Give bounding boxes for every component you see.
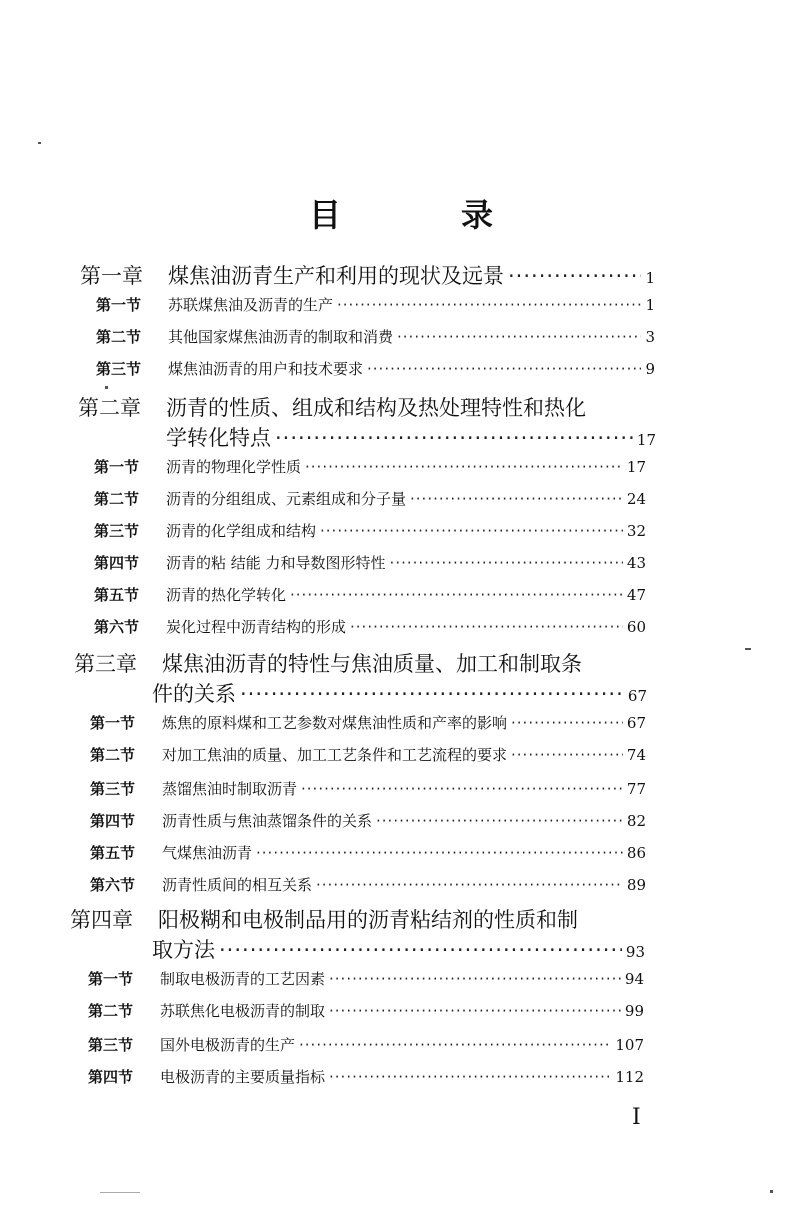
chapter-2-heading[interactable] [78,392,586,422]
section-number: 第一节 [90,714,136,732]
section-page-number: 32 [626,522,646,540]
chapter-page-number: 17 [636,431,656,449]
section-title: 苏联煤焦油及沥青的生产 [168,296,334,314]
section-page-number: 1 [645,296,655,314]
section-entry[interactable] [94,456,646,477]
section-title: 沥青的物理化学性质 [166,458,302,476]
section-title: 煤焦油沥青的用户和技术要求 [168,360,364,378]
chapter-number: 第三章 [74,652,137,676]
section-number: 第四节 [88,1068,134,1086]
section-title: 气煤焦油沥青 [162,844,253,862]
leader-dots [390,554,623,572]
chapter-page-number: 93 [625,943,645,961]
section-entry[interactable] [90,842,646,863]
leader-dots [508,264,641,288]
section-page-number: 9 [645,360,655,378]
section-entry[interactable] [94,616,646,637]
section-number: 第四节 [90,812,136,830]
section-number: 第五节 [90,844,136,862]
page-folio: I [632,1105,641,1130]
chapter-number: 第四章 [70,908,133,932]
section-title: 蒸馏焦油时制取沥青 [162,780,298,798]
leader-dots [350,618,623,636]
section-entry[interactable] [88,968,644,989]
section-title: 对加工焦油的质量、加工工艺条件和工艺流程的要求 [162,746,508,764]
leader-dots [256,844,623,862]
section-title: 苏联焦化电极沥青的制取 [160,1002,326,1020]
section-page-number: 86 [626,844,646,862]
section-number: 第三节 [90,780,136,798]
leader-dots [329,1068,611,1086]
chapter-4-heading[interactable] [70,904,578,934]
section-entry[interactable] [96,294,655,315]
section-number: 第四节 [94,554,140,572]
section-entry[interactable] [88,1000,644,1021]
section-entry[interactable] [96,326,655,347]
section-title: 制取电极沥青的工艺因素 [160,970,326,988]
leader-dots [376,812,623,830]
section-entry[interactable] [94,584,646,605]
chapter-2-entry[interactable] [166,422,656,452]
section-number: 第三节 [96,360,142,378]
section-entry[interactable] [94,520,646,541]
leader-dots [275,426,633,450]
leader-dots [290,586,623,604]
section-number: 第二节 [96,328,142,346]
section-number: 第一节 [88,970,134,988]
section-entry[interactable] [94,488,646,509]
leader-dots [511,746,623,764]
section-entry[interactable] [94,552,646,573]
section-number: 第二节 [88,1002,134,1020]
leader-dots [301,780,623,798]
section-number: 第二节 [90,746,136,764]
leader-dots [240,682,624,706]
section-entry[interactable] [90,712,646,733]
section-title: 炼焦的原料煤和工艺参数对煤焦油性质和产率的影响 [162,714,508,732]
chapter-page-number: 1 [645,269,655,287]
leader-dots [305,458,623,476]
chapter-number: 第二章 [78,396,141,420]
section-page-number: 107 [615,1036,644,1054]
section-entry[interactable] [90,778,646,799]
chapter-page-number: 67 [627,687,647,705]
section-title: 其他国家煤焦油沥青的制取和消费 [168,328,394,346]
section-page-number: 74 [626,746,646,764]
leader-dots [329,1002,621,1020]
scan-speck [38,142,41,144]
section-page-number: 43 [626,554,646,572]
section-title: 沥青的热化学转化 [166,586,287,604]
toc-title: 目 录 [308,196,537,234]
section-page-number: 99 [624,1002,644,1020]
section-page-number: 77 [626,780,646,798]
leader-dots [511,714,623,732]
section-number: 第三节 [94,522,140,540]
section-title: 电极沥青的主要质量指标 [160,1068,326,1086]
section-title: 沥青性质间的相互关系 [162,876,313,894]
leader-dots [410,490,623,508]
section-title: 沥青性质与焦油蒸馏条件的关系 [162,812,373,830]
chapter-title-continued: 学转化特点 [166,426,271,450]
leader-dots [329,970,621,988]
chapter-1-entry[interactable] [80,260,655,290]
section-page-number: 24 [626,490,646,508]
chapter-4-entry[interactable] [152,934,645,964]
section-number: 第三节 [88,1036,134,1054]
section-page-number: 60 [626,618,646,636]
section-entry[interactable] [90,874,646,895]
leader-dots [219,938,622,962]
chapter-title: 煤焦油沥青生产和利用的现状及远景 [168,264,504,288]
leader-dots [367,360,641,378]
section-number: 第一节 [94,458,140,476]
chapter-title: 煤焦油沥青的特性与焦油质量、加工和制取条 [162,652,582,676]
section-number: 第五节 [94,586,140,604]
section-entry[interactable] [88,1034,644,1055]
section-title: 炭化过程中沥青结构的形成 [166,618,347,636]
leader-dots [397,328,641,346]
chapter-title-continued: 件的关系 [152,682,236,706]
chapter-number: 第一章 [80,264,143,288]
leader-dots [299,1036,611,1054]
section-page-number: 89 [626,876,646,894]
section-entry[interactable] [90,744,646,765]
section-page-number: 112 [615,1068,644,1086]
chapter-title: 阳极糊和电极制品用的沥青粘结剂的性质和制 [158,908,578,932]
chapter-3-heading[interactable] [74,648,582,678]
section-page-number: 82 [626,812,646,830]
scan-speck [745,648,751,650]
chapter-title: 沥青的性质、组成和结构及热处理特性和热化 [166,396,586,420]
section-page-number: 47 [626,586,646,604]
section-number: 第二节 [94,490,140,508]
section-title: 国外电极沥青的生产 [160,1036,296,1054]
scan-speck [105,386,108,389]
section-page-number: 3 [645,328,655,346]
section-number: 第六节 [90,876,136,894]
section-entry[interactable] [90,810,646,831]
scan-speck [100,1192,140,1193]
section-entry[interactable] [88,1066,644,1087]
section-entry[interactable] [96,358,655,379]
section-number: 第六节 [94,618,140,636]
chapter-3-entry[interactable] [152,678,647,708]
leader-dots [316,876,623,894]
section-page-number: 94 [624,970,644,988]
section-title: 沥青的化学组成和结构 [166,522,317,540]
section-page-number: 67 [626,714,646,732]
section-number: 第一节 [96,296,142,314]
section-title: 沥青的分组组成、元素组成和分子量 [166,490,407,508]
scan-speck [770,1190,773,1193]
leader-dots [320,522,623,540]
section-title: 沥青的粘 结能 力和导数图形特性 [166,554,386,572]
chapter-title-continued: 取方法 [152,938,215,962]
leader-dots [337,296,641,314]
section-page-number: 17 [626,458,646,476]
